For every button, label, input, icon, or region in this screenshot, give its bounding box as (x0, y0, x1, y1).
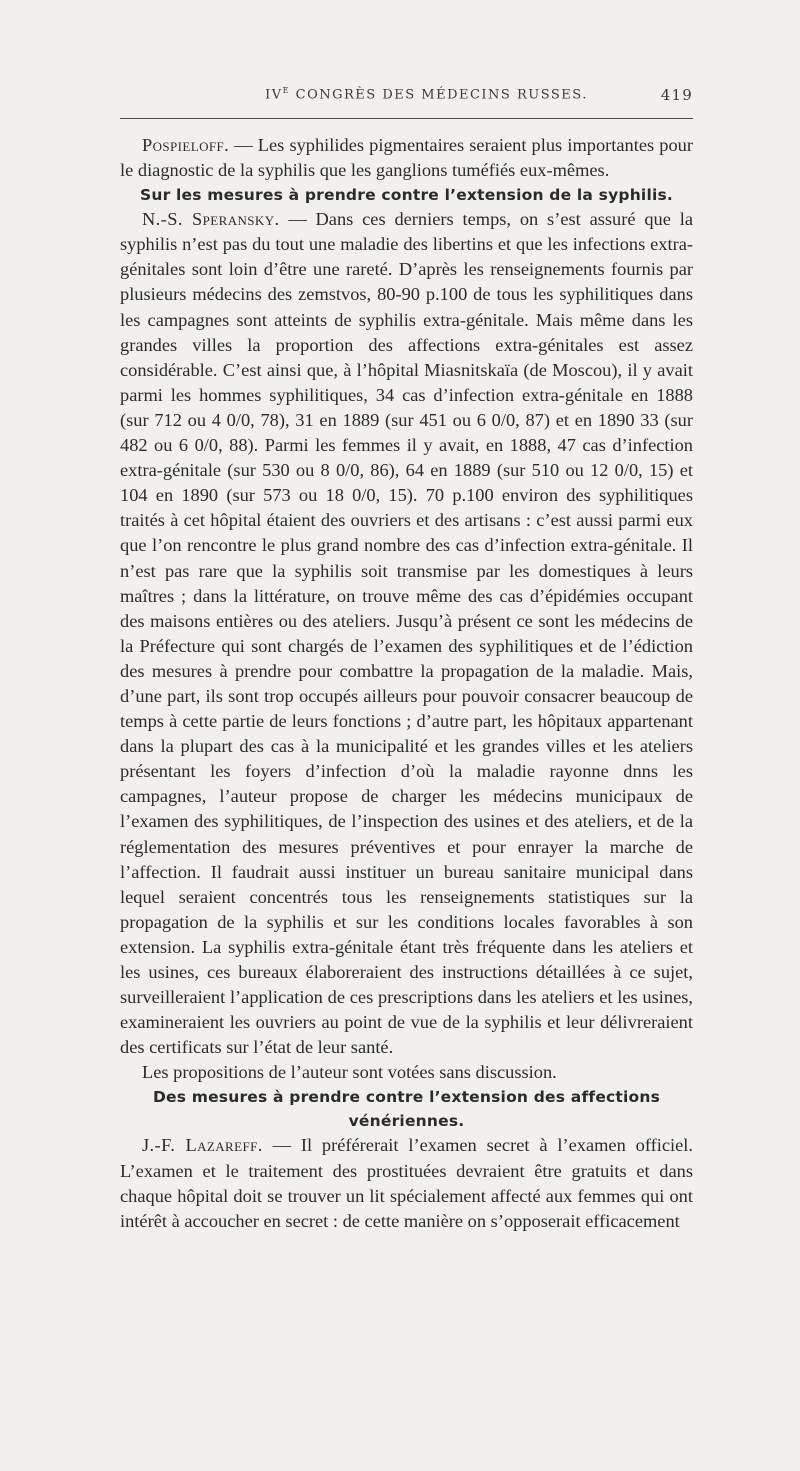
page-number: 419 (660, 86, 693, 104)
running-title-sup: E (282, 86, 290, 95)
section-heading-syphilis: Sur les mesures à prendre contre l’extension de la syphilis. (140, 186, 673, 205)
running-head (120, 86, 693, 110)
running-title (120, 86, 693, 102)
speaker-name: Pospieloff. (142, 135, 230, 155)
paragraph-text: — Les syphilides pigmentaires seraient plus importantes pour le diagnostic de la syphilis que les ganglions tuméfiés eux-mêmes. (120, 135, 693, 181)
running-title-rest: CONGRÈS DES MÉDECINS RUSSES. (290, 87, 588, 103)
paragraph-pospieloff (120, 133, 693, 183)
paragraph-lazareff (120, 1133, 693, 1233)
paragraph-text: — Dans ces derniers temps, on s’est assuré que la syphilis n’est pas du tout une maladie des libertins et que les infections extra-génitales sont loin d’être une rareté. D’après les renseignements fournis par plusieurs médecins des zemstvos, 80-90 p.100 de tous les syphilitiques dans les campagnes sont atteints de syphilis extra-génitale. Mais même dans les grandes villes la proportion des affections extra-génitales est assez considérable. C’est ainsi que, à l’hôpital Miasnitskaïa (de Moscou), il y avait parmi les hommes syphilitiques, 34 cas d’infection extra-génitale en 1888 (sur 712 ou 4 0/0, 78), 31 en 1889 (sur 451 ou 6 0/0, 87) et en 1890 33 (sur 482 ou 6 0/0, 88). Parmi les femmes il y avait, en 1888, 47 cas d’infection extra-génitale (sur 530 ou 8 0/0, 86), 64 en 1889 (sur 510 ou 12 0/0, 15) et 104 en 1890 (sur 573 ou 18 0/0, 15). 70 p.100 environ des syphilitiques traités à cet hôpital étaient des ouvriers et des artisans : c’est aussi parmi eux que l’on rencontre le plus grand nombre des cas d’infection extra-génitale. Il n’est pas rare que la syphilis soit transmise par les domestiques à leurs maîtres ; dans la littérature, on trouve même des cas d’épidémies occupant des maisons entières ou des ateliers. Jusqu’à présent ce sont les médecins de la Préfecture qui sont chargés de l’examen des syphilitiques et de l’édiction des mesures à prendre pour combattre la propagation de la maladie. Mais, d’une part, ils sont trop occupés ailleurs pour pouvoir consacrer beaucoup de temps à cette partie de leurs fonctions ; d’autre part, les hôpitaux appartenant dans la plupart des cas à la municipalité et les grandes villes et les ateliers présentant les foyers d’infection d’où la maladie rayonne dnns les campagnes, l’auteur propose de charger les médecins municipaux de l’examen des syphilitiques, de l’inspection des usines et des ateliers, et de la réglementation des mesures préventives et pour enrayer la marche de l’affection. Il faudrait aussi instituer un bureau sanitaire municipal dans lequel seraient concentrés tous les renseignements statistiques sur la propagation de la syphilis et sur les conditions locales favorables à son extension. La syphilis extra-génitale étant très fréquente dans les ateliers et les usines, ces bureaux élaboreraient des instructions détaillées à ce sujet, surveilleraient l’application de ces prescriptions dans les ateliers et les usines, examineraient les ouvriers au point de vue de la syphilis et leur délivreraient des certificats sur l’état de leur santé. (120, 209, 693, 1058)
header-rule (120, 118, 693, 119)
speaker-name: N.-S. Speransky. (142, 209, 280, 230)
running-title-roman: IV (265, 87, 283, 103)
body-text (120, 133, 693, 1234)
section-heading-venereal: Des mesures à prendre contre l’extension des affections vénériennes. (152, 1088, 661, 1131)
document-page (0, 86, 800, 1471)
paragraph-text: Les propositions de l’auteur sont votées sans discussion. (142, 1062, 557, 1083)
speaker-name: J.-F. Lazareff. (142, 1135, 263, 1156)
paragraph-vote (120, 1060, 693, 1085)
paragraph-speransky (120, 207, 693, 1060)
paragraph-text: — Il préférerait l’examen secret à l’examen officiel. L’examen et le traitement des prostituées devraient être gratuits et dans chaque hôpital doit se trouver un lit spécialement affecté aux femmes qui ont intérêt à accoucher en secret : de cette manière on s’opposerait efficacement (120, 1135, 693, 1231)
